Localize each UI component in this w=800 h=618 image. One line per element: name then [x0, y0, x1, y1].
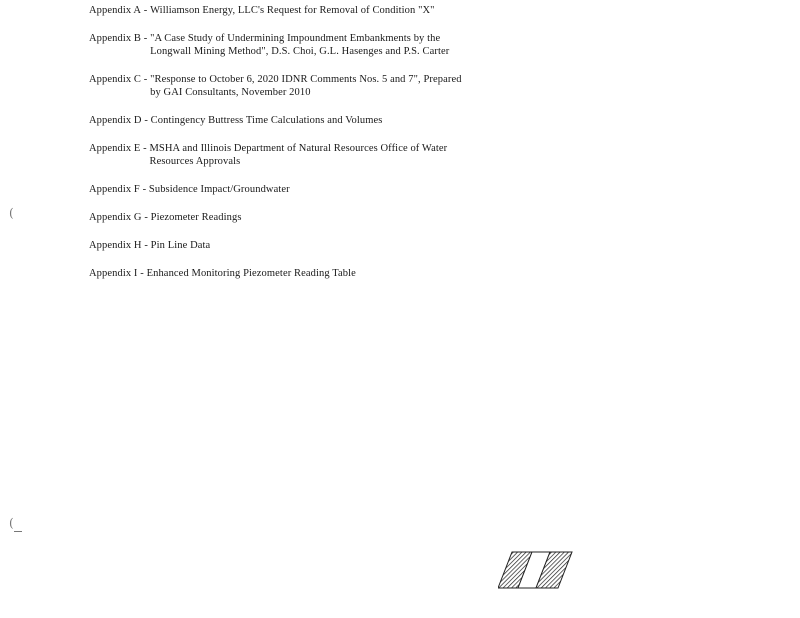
- appendix-item-d: [89, 114, 689, 127]
- appendix-description: Pin Line Data: [150, 240, 211, 251]
- appendix-label: Appendix E: [89, 143, 141, 154]
- appendix-label: Appendix C: [89, 74, 142, 85]
- appendix-label: Appendix G: [89, 212, 142, 223]
- appendix-item-c: [89, 73, 689, 99]
- appendix-description: Piezometer Readings: [150, 212, 242, 223]
- appendix-separator: -: [141, 74, 151, 85]
- appendix-separator: -: [141, 33, 151, 44]
- appendix-item-g: [89, 211, 689, 224]
- appendix-separator: -: [140, 143, 150, 154]
- punch-hole-mark-top: (: [9, 206, 14, 220]
- appendix-item-b: [89, 32, 689, 58]
- appendix-separator: -: [141, 115, 151, 126]
- appendix-item-e: [89, 142, 689, 168]
- appendix-separator: -: [141, 212, 151, 223]
- appendix-separator: -: [141, 240, 151, 251]
- appendix-label: Appendix D: [89, 115, 142, 126]
- scan-artifact-dash: [14, 531, 22, 532]
- appendix-item-h: [89, 239, 689, 252]
- appendix-description: "A Case Study of Undermining Impoundment Embankments by the Longwall Mining Method", D.S. Choi, G.L. Hasenges and P.S. Carter: [150, 33, 450, 57]
- appendix-label: Appendix B: [89, 33, 142, 44]
- appendix-description: Contingency Buttress Time Calculations and Volumes: [150, 115, 383, 126]
- appendix-separator: -: [137, 268, 147, 279]
- appendix-label: Appendix H: [89, 240, 142, 251]
- appendix-description: Subsidence Impact/Groundwater: [148, 184, 290, 195]
- punch-hole-mark-bottom: (: [9, 516, 14, 530]
- appendix-description: MSHA and Illinois Department of Natural Resources Office of Water Resources Approvals: [149, 143, 448, 167]
- appendix-item-a: [89, 4, 689, 17]
- appendix-separator: -: [141, 5, 151, 16]
- appendix-description: Enhanced Monitoring Piezometer Reading Table: [146, 268, 356, 279]
- appendix-description: Williamson Energy, LLC's Request for Removal of Condition "X": [150, 5, 435, 16]
- appendix-list: [89, 4, 689, 295]
- appendix-label: Appendix I: [89, 268, 138, 279]
- appendix-label: Appendix F: [89, 184, 140, 195]
- appendix-item-i: [89, 267, 689, 280]
- appendix-item-f: [89, 183, 689, 196]
- appendix-description: "Response to October 6, 2020 IDNR Comments Nos. 5 and 7", Prepared by GAI Consultants, November 2010: [150, 74, 462, 98]
- hatched-stamp-icon: [498, 550, 574, 590]
- appendix-label: Appendix A: [89, 5, 142, 16]
- appendix-separator: -: [139, 184, 149, 195]
